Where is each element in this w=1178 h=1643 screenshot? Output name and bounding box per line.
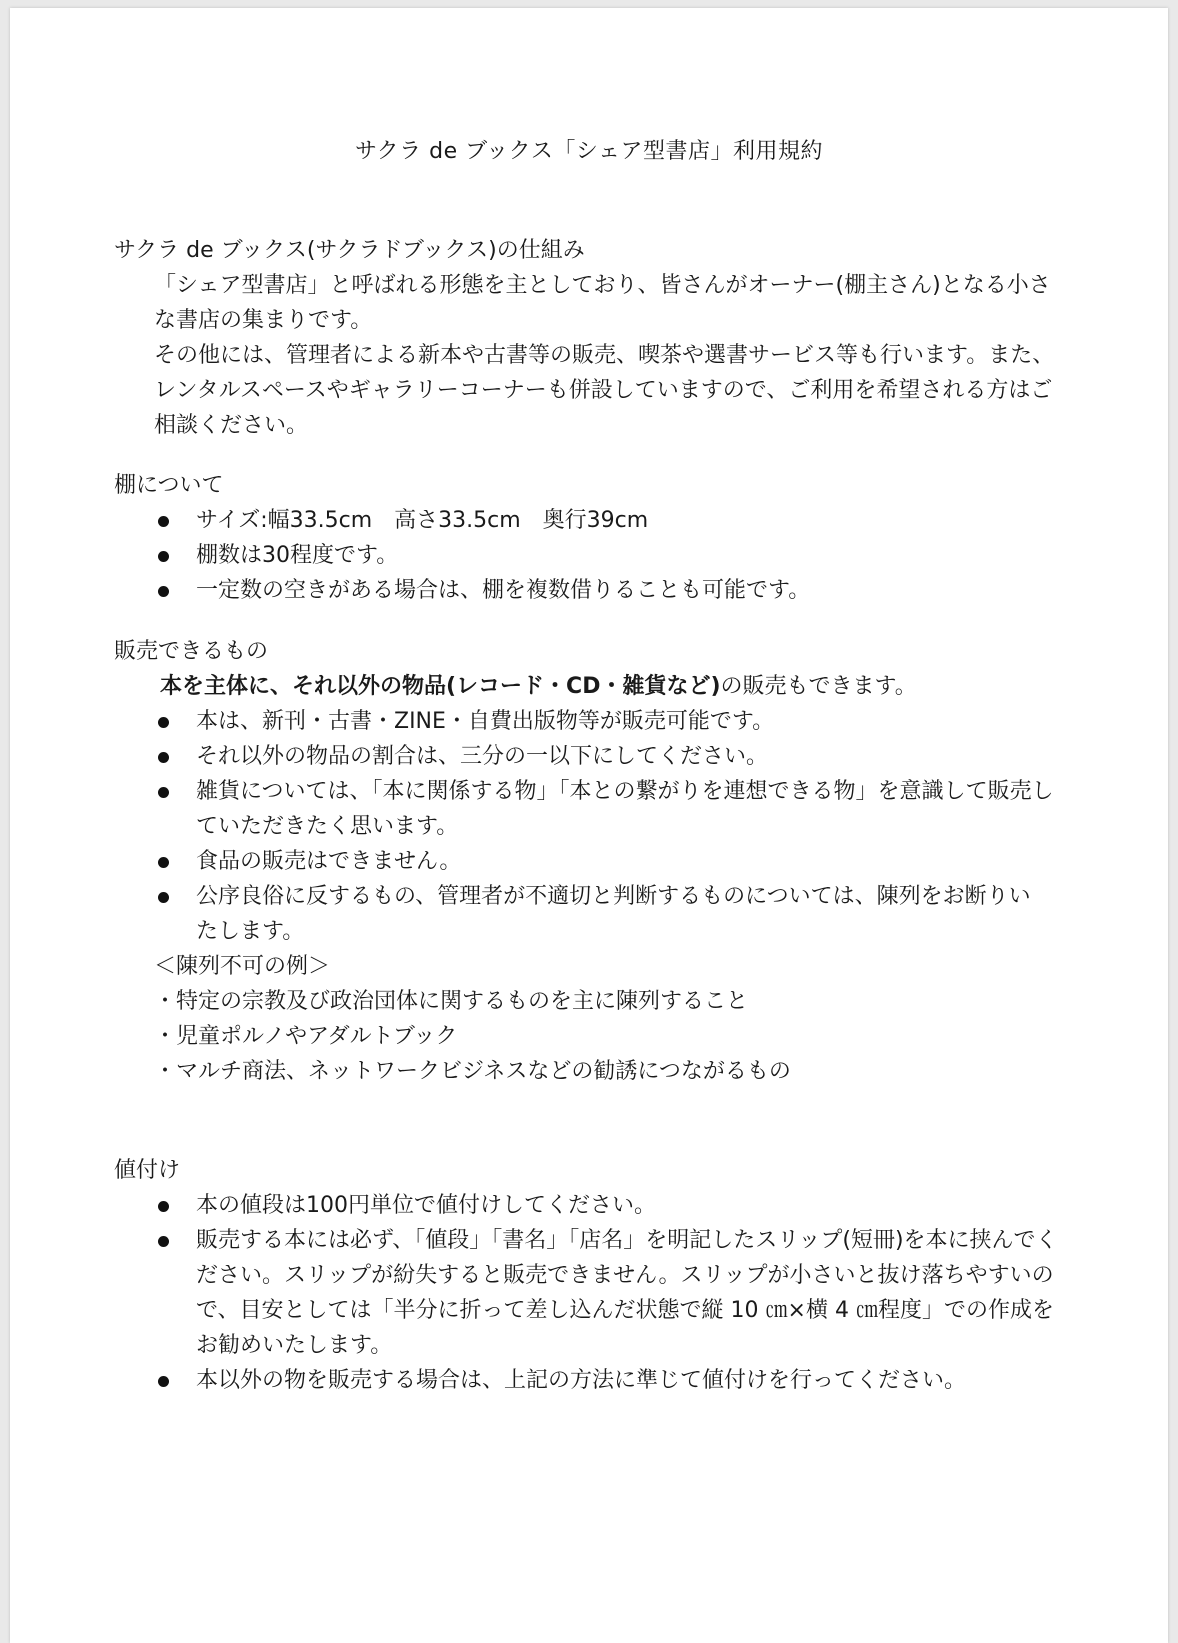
mechanism-paragraph-line: 相談ください。 — [154, 413, 309, 438]
list-item-text: たします。 — [196, 919, 305, 944]
sellable-lead — [114, 669, 1094, 704]
bullet-icon — [158, 857, 169, 868]
list-item-continuation — [114, 1328, 1094, 1363]
list-item-text: で、目安としては「半分に折って差し込んだ状態で縦 10 ㎝×横 4 ㎝程度」での作成を — [196, 1298, 1054, 1323]
list-item — [114, 1363, 1094, 1398]
bullet-icon — [158, 516, 169, 527]
list-item — [114, 844, 1094, 879]
bullet-icon — [158, 1236, 169, 1247]
section-pricing — [114, 1153, 1094, 1398]
list-item-text: 雑貨については、「本に関係する物」「本との繋がりを連想できる物」を意識して販売し — [196, 779, 1054, 804]
list-item-text: お勧めいたします。 — [196, 1333, 393, 1358]
list-item-text: 棚数は30程度です。 — [196, 543, 399, 568]
list-item — [114, 503, 1094, 538]
list-item — [114, 879, 1094, 914]
bullet-icon — [158, 717, 169, 728]
list-item-text: 本以外の物を販売する場合は、上記の方法に準じて値付けを行ってください。 — [196, 1368, 967, 1393]
list-item — [114, 774, 1094, 809]
list-item — [114, 573, 1094, 608]
mechanism-paragraph-line: な書店の集まりです。 — [154, 308, 373, 333]
section-shelf — [114, 468, 1094, 608]
section-heading-mechanism: サクラ de ブックス(サクラドブックス)の仕組み — [114, 238, 585, 263]
list-item-text: サイズ:幅33.5cm 高さ33.5cm 奥行39cm — [196, 508, 649, 533]
bullet-icon — [158, 551, 169, 562]
example-item: ・特定の宗教及び政治団体に関するものを主に陳列すること — [154, 989, 749, 1014]
list-item — [114, 1223, 1094, 1258]
list-item-text: 本は、新刊・古書・ZINE・自費出版物等が販売可能です。 — [196, 709, 775, 734]
bullet-icon — [158, 586, 169, 597]
section-sellable — [114, 634, 1094, 1089]
list-item — [114, 739, 1094, 774]
section-heading-sellable: 販売できるもの — [114, 639, 269, 664]
list-item — [114, 704, 1094, 739]
list-item-continuation — [114, 809, 1094, 844]
document-title: サクラ de ブックス「シェア型書店」利用規約 — [355, 139, 823, 164]
example-item: ・児童ポルノやアダルトブック — [154, 1024, 458, 1049]
list-item — [114, 538, 1094, 573]
example-item: ・マルチ商法、ネットワークビジネスなどの勧誘につながるもの — [154, 1059, 791, 1084]
list-item-continuation — [114, 914, 1094, 949]
section-mechanism — [114, 233, 1094, 443]
section-heading-shelf: 棚について — [114, 473, 224, 498]
list-item-text: 販売する本には必ず、「値段」「書名」「店名」を明記したスリップ(短冊)を本に挟んでく — [196, 1228, 1058, 1253]
examples-heading: ＜陳列不可の例＞ — [154, 954, 331, 979]
bullet-icon — [158, 892, 169, 903]
bullet-icon — [158, 752, 169, 763]
list-item-continuation — [114, 1293, 1094, 1328]
list-item-text: 食品の販売はできません。 — [196, 849, 462, 874]
list-item-text: 本の値段は100円単位で値付けしてください。 — [196, 1193, 656, 1218]
pricing-bullet-list — [114, 1188, 1094, 1398]
mechanism-paragraph-line: 「シェア型書店」と呼ばれる形態を主としており、皆さんがオーナー(棚主さん)となる小さ — [154, 273, 1051, 298]
mechanism-paragraph-line: その他には、管理者による新本や古書等の販売、喫茶や選書サービス等も行います。また、 — [154, 343, 1055, 368]
list-item-text: 公序良俗に反するもの、管理者が不適切と判断するものについては、陳列をお断りい — [196, 884, 1031, 909]
bullet-icon — [158, 1201, 169, 1212]
sellable-bullet-list — [114, 704, 1094, 949]
sellable-lead-bold: 本を主体に、それ以外の物品(レコード・CD・雑貨など) — [160, 674, 721, 699]
list-item-text: それ以外の物品の割合は、三分の一以下にしてください。 — [196, 744, 769, 769]
list-item-text: ださい。スリップが紛失すると販売できません。スリップが小さいと抜け落ちやすいの — [196, 1263, 1054, 1288]
mechanism-paragraph-line: レンタルスペースやギャラリーコーナーも併設していますので、ご利用を希望される方はご — [154, 378, 1053, 403]
document-page — [10, 8, 1168, 1643]
list-item-continuation — [114, 1258, 1094, 1293]
bullet-icon — [158, 787, 169, 798]
shelf-bullet-list — [114, 503, 1094, 608]
bullet-icon — [158, 1376, 169, 1387]
list-item — [114, 1188, 1094, 1223]
list-item-text: ていただきたく思います。 — [196, 814, 459, 839]
list-item-text: 一定数の空きがある場合は、棚を複数借りることも可能です。 — [196, 578, 811, 603]
sellable-lead-normal: の販売もできます。 — [720, 674, 917, 699]
section-heading-pricing: 値付け — [114, 1158, 181, 1183]
